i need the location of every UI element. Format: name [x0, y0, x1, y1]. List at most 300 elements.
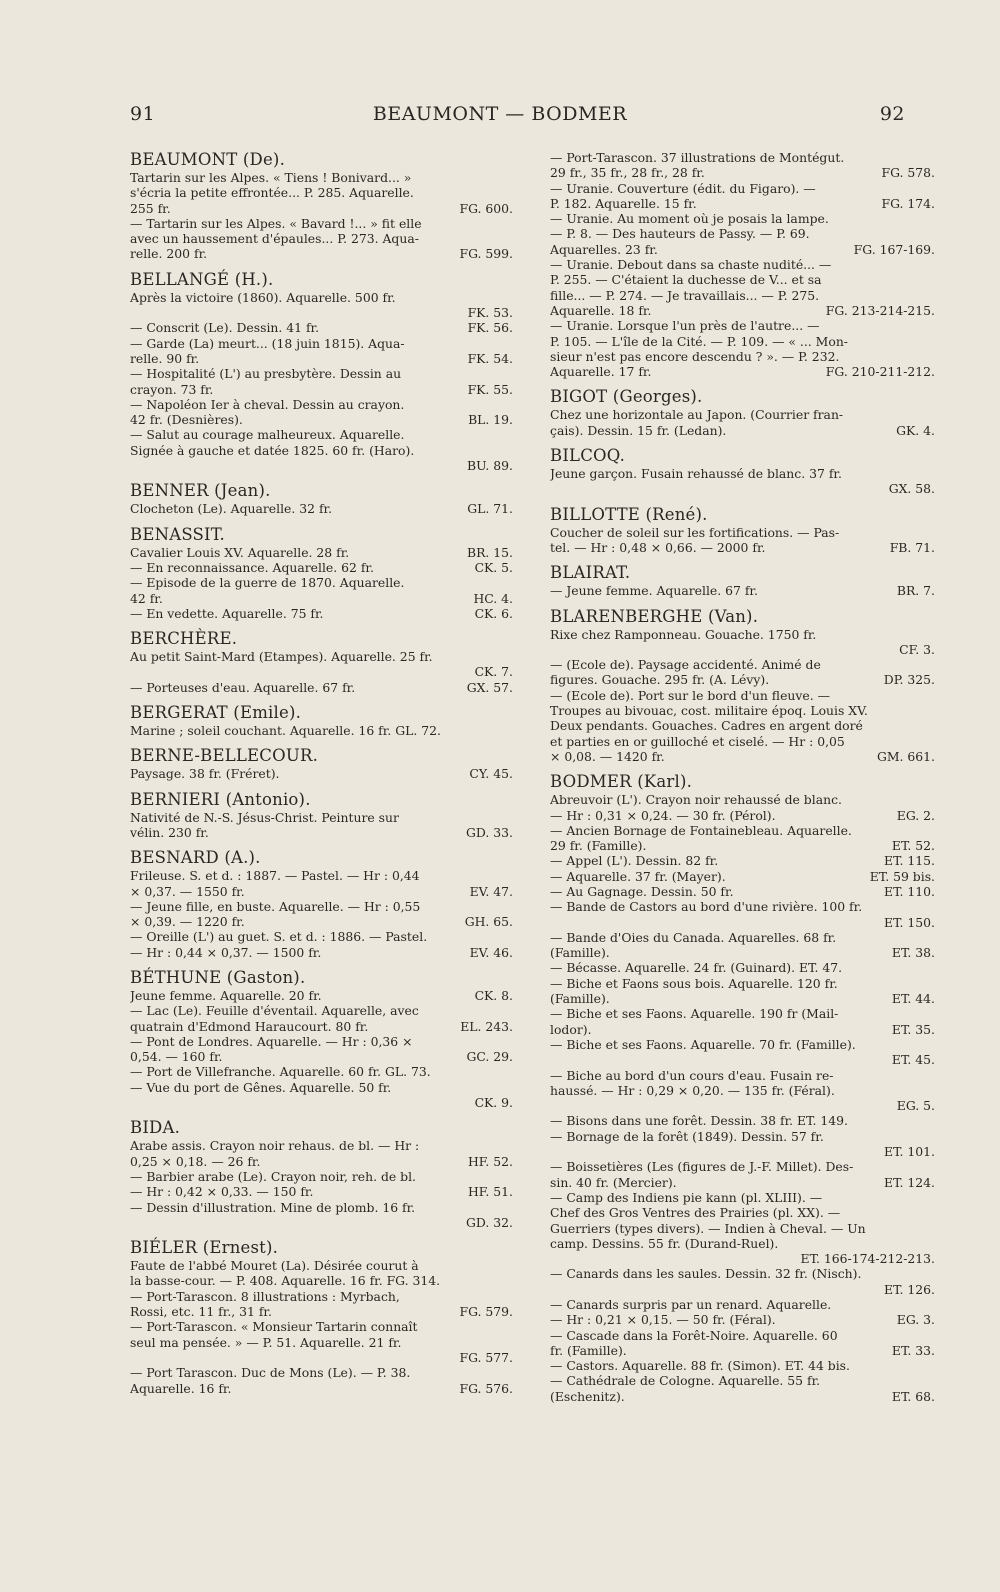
entry-reference — [507, 649, 513, 664]
entry-reference: GC. 29. — [466, 1049, 513, 1065]
artist-name: BIGOT (Georges). — [550, 387, 703, 407]
entry-line — [130, 1304, 513, 1319]
entry-line — [550, 1175, 935, 1190]
entry-text: 42 fr. (Desnières). — [130, 412, 243, 428]
entry-line — [550, 1282, 935, 1297]
entry-line — [550, 525, 935, 540]
entry-line — [130, 231, 513, 246]
entry-reference: FB. 71. — [889, 539, 935, 555]
entry-text: Chez une horizontale au Japon. (Courrier fran- — [550, 407, 844, 423]
entry-reference — [929, 150, 935, 165]
entry-text: Guerriers (types divers). — Indien à Cheval. — Un — [550, 1220, 866, 1236]
entry-text: Coucher de soleil sur les fortifications. — Pas- — [550, 524, 840, 540]
entry-text: sin. 40 fr. (Mercier). — [550, 1174, 677, 1190]
entry-reference — [507, 575, 513, 590]
entry-text: — En reconnaissance. Aquarelle. 62 fr. — [130, 559, 374, 575]
entry-text: × 0,39. — 1220 fr. — [130, 914, 245, 930]
entry-line — [550, 165, 935, 180]
entry-line — [550, 1068, 935, 1083]
entry-line — [550, 1373, 935, 1388]
entry-text: — Jeune femme. Aquarelle. 67 fr. — [550, 583, 758, 599]
catalog-entry — [550, 446, 935, 497]
entry-line — [130, 1215, 513, 1230]
entry-line — [550, 1006, 935, 1021]
entry-line — [550, 211, 935, 226]
entry-reference: ET. 35. — [891, 1021, 935, 1037]
entry-line — [130, 810, 513, 825]
entry-text: Clocheton (Le). Aquarelle. 32 fr. — [130, 501, 333, 517]
entry-reference — [929, 1221, 935, 1236]
entry-text: — Garde (La) meurt... (18 juin 1815). Aqua- — [130, 335, 405, 351]
entry-reference — [929, 960, 935, 975]
entry-reference: HC. 4. — [473, 590, 513, 606]
entry-text: — Canards surpris par un renard. Aquarelle. — [550, 1297, 832, 1312]
entry-line — [550, 1266, 935, 1281]
entry-line — [550, 930, 935, 945]
entry-line — [550, 853, 935, 868]
left-column — [130, 150, 513, 1404]
entry-reference: GX. 58. — [888, 481, 935, 497]
entry-reference — [507, 185, 513, 200]
entry-text: — (Ecole de). Port sur le bord d'un fleuve. — — [550, 687, 830, 703]
entry-line — [550, 349, 935, 364]
entry-reference: ET. 59 bis. — [869, 868, 935, 884]
entry-line — [130, 1080, 513, 1095]
artist-name: BIDA. — [130, 1118, 181, 1138]
entry-text: Aquarelle. 18 fr. — [550, 302, 652, 318]
entry-line — [130, 591, 513, 606]
entry-text: — Biche et ses Faons. Aquarelle. 70 fr. (Famille). — [550, 1036, 856, 1052]
entry-reference: EG. 3. — [896, 1312, 935, 1328]
entry-text: crayon. 73 fr. — [130, 381, 214, 397]
entry-line — [550, 1022, 935, 1037]
entry-text: Faute de l'abbé Mouret (La). Désirée courut à — [130, 1258, 419, 1274]
entry-text: avec un haussement d'épaules... P. 273. Aqua- — [130, 231, 419, 247]
artist-name: BEAUMONT (De). — [130, 150, 286, 169]
catalog-entry — [550, 772, 935, 1404]
entry-text: (Famille). — [550, 991, 610, 1007]
entry-text: haussé. — Hr : 0,29 × 0,20. — 135 fr. (Féral). — [550, 1082, 835, 1098]
entry-line — [550, 823, 935, 838]
right-column — [550, 150, 935, 1412]
entry-reference: ET. 150. — [884, 914, 935, 930]
entry-text: s'écria la petite effrontée... P. 285. Aquarelle. — [130, 185, 414, 201]
entry-reference — [929, 823, 935, 838]
entry-text: — Port-Tarascon. 8 illustrations : Myrbach, — [130, 1288, 400, 1304]
entry-reference: CF. 3. — [899, 641, 935, 657]
entry-reference: ET. 45. — [891, 1052, 935, 1068]
entry-reference — [507, 1169, 513, 1184]
catalog-entry — [130, 629, 513, 695]
entry-text: Paysage. 38 fr. (Fréret). — [130, 766, 280, 782]
entry-text: — Appel (L'). Dessin. 82 fr. — [550, 853, 719, 869]
entry-text: — Au Gagnage. Dessin. 50 fr. — [550, 883, 734, 899]
entry-text: 42 fr. — [130, 590, 163, 606]
entry-text: 0,25 × 0,18. — 26 fr. — [130, 1153, 261, 1169]
entry-reference: FG. 174. — [881, 195, 935, 211]
entry-reference — [929, 627, 935, 642]
entry-line — [130, 201, 513, 216]
entry-reference: ET. 101. — [884, 1144, 935, 1160]
entry-line — [130, 1289, 513, 1304]
entry-reference: FK. 53. — [467, 305, 513, 321]
entry-text: — Porteuses d'eau. Aquarelle. 67 fr. — [130, 679, 356, 695]
entry-text: — Bornage de la forêt (1849). Dessin. 57 fr. — [550, 1128, 824, 1144]
entry-text: — Canards dans les saules. Dessin. 32 fr. (Nisch). — [550, 1266, 862, 1282]
entry-text: vélin. 230 fr. — [130, 824, 209, 840]
entry-reference: FG. 213-214-215. — [825, 302, 935, 318]
entry-line — [130, 382, 513, 397]
entry-line — [550, 1098, 935, 1113]
entry-reference — [507, 1365, 513, 1380]
entry-reference — [507, 899, 513, 914]
entry-reference: FK. 55. — [467, 381, 513, 397]
entry-reference — [929, 1358, 935, 1373]
entry-line — [130, 458, 513, 473]
entry-reference: CK. 8. — [474, 987, 513, 1003]
entry-text: P. 105. — L'île de la Cité. — P. 109. — « ... Mon- — [550, 333, 848, 349]
entry-line — [550, 1083, 935, 1098]
entry-text: — Castors. Aquarelle. 88 fr. (Simon). ET. 44 bis. — [550, 1358, 850, 1374]
entry-text: — Hospitalité (L') au presbytère. Dessin au — [130, 366, 402, 382]
entry-reference: FG. 167-169. — [853, 241, 935, 257]
entry-reference — [507, 1034, 513, 1049]
entry-line — [550, 884, 935, 899]
running-title: BEAUMONT — BODMER — [372, 103, 628, 125]
entry-line — [550, 899, 935, 914]
entry-reference: ET. 33. — [891, 1342, 935, 1358]
entry-text: Abreuvoir (L'). Crayon noir rehaussé de blanc. — [550, 792, 842, 808]
entry-reference — [507, 723, 513, 738]
entry-reference — [929, 1113, 935, 1128]
entry-text: — Dessin d'illustration. Mine de plomb. 16 fr. — [130, 1199, 416, 1215]
entry-reference — [929, 1236, 935, 1251]
entry-text: Cavalier Louis XV. Aquarelle. 28 fr. — [130, 544, 350, 560]
entry-reference — [929, 1068, 935, 1083]
entry-text: camp. Dessins. 55 fr. (Durand-Ruel). — [550, 1235, 779, 1251]
entry-reference — [929, 1190, 935, 1205]
entry-reference: GL. 71. — [467, 501, 513, 517]
entry-reference — [929, 407, 935, 422]
entry-line — [550, 364, 935, 379]
entry-reference — [507, 1064, 513, 1079]
entry-text: — Jeune fille, en buste. Aquarelle. — Hr : 0,55 — [130, 898, 421, 914]
entry-text: Jeune femme. Aquarelle. 20 fr. — [130, 987, 322, 1003]
entry-line — [550, 257, 935, 272]
entry-reference — [507, 868, 513, 883]
entry-reference: GD. 32. — [466, 1214, 513, 1230]
entry-line — [550, 334, 935, 349]
entry-line — [130, 766, 513, 781]
entry-reference — [507, 1138, 513, 1153]
entry-reference — [507, 216, 513, 231]
entry-reference — [507, 231, 513, 246]
entry-reference: FK. 54. — [467, 350, 513, 366]
entry-reference: ET. 126. — [884, 1281, 935, 1297]
entry-reference: HF. 52. — [467, 1153, 513, 1169]
entry-text: Arabe assis. Crayon noir rehaus. de bl. — Hr : — [130, 1138, 420, 1154]
entry-line — [550, 838, 935, 853]
entry-text: — Barbier arabe (Le). Crayon noir, reh. de bl. — [130, 1168, 417, 1184]
entry-line — [130, 320, 513, 335]
entry-reference: EG. 5. — [896, 1098, 935, 1114]
entry-reference — [507, 443, 513, 458]
entry-line — [130, 1273, 513, 1288]
entry-reference — [929, 525, 935, 540]
entry-text: Aquarelles. 23 fr. — [550, 241, 658, 257]
entry-line — [130, 216, 513, 231]
catalog-entry — [130, 1118, 513, 1230]
entry-line — [550, 318, 935, 333]
entry-reference — [929, 1083, 935, 1098]
entry-text: — Hr : 0,21 × 0,15. — 50 fr. (Féral). — [550, 1312, 776, 1328]
entry-text: — Port Tarascon. Duc de Mons (Le). — P. 38. — [130, 1365, 411, 1381]
entry-reference — [507, 1335, 513, 1350]
entry-line — [130, 560, 513, 575]
entry-reference — [929, 211, 935, 226]
entry-reference: FG. 600. — [459, 200, 513, 216]
entry-line — [130, 305, 513, 320]
entry-line — [550, 976, 935, 991]
entry-text: — Hr : 0,42 × 0,33. — 150 fr. — [130, 1184, 314, 1200]
artist-name: BÉTHUNE (Gaston). — [130, 967, 306, 987]
entry-line — [550, 150, 935, 165]
entry-text: Deux pendants. Gouaches. Cadres en argent doré — [550, 718, 863, 734]
catalog-entry — [130, 968, 513, 1110]
entry-reference: CK. 5. — [474, 559, 513, 575]
entry-reference: GM. 661. — [876, 748, 935, 764]
left-page-number: 91 — [130, 103, 156, 125]
entry-text: la basse-cour. — P. 408. Aquarelle. 16 fr. FG. 314. — [130, 1273, 441, 1289]
entry-text: Après la victoire (1860). Aquarelle. 500 fr. — [130, 289, 396, 305]
entry-reference: FK. 56. — [467, 320, 513, 336]
entry-line — [130, 545, 513, 560]
entry-line — [550, 1236, 935, 1251]
entry-line — [130, 1200, 513, 1215]
entry-text: relle. 90 fr. — [130, 350, 200, 366]
entry-line — [550, 481, 935, 496]
entry-text: Tartarin sur les Alpes. « Tiens ! Bonivard... » — [130, 170, 412, 185]
entry-text: — Biche et ses Faons. Aquarelle. 190 fr (Mail- — [550, 1006, 839, 1022]
entry-text: fr. (Famille). — [550, 1342, 627, 1358]
entry-line — [130, 427, 513, 442]
entry-text: — Biche au bord d'un cours d'eau. Fusain re- — [550, 1067, 834, 1083]
catalog-entry — [130, 790, 513, 841]
entry-reference — [929, 272, 935, 287]
entry-line — [130, 1184, 513, 1199]
entry-reference: GK. 4. — [896, 422, 935, 438]
entry-line — [550, 583, 935, 598]
entry-line — [130, 899, 513, 914]
entry-line — [550, 960, 935, 975]
entry-text: relle. 200 fr. — [130, 246, 208, 262]
entry-reference: GX. 57. — [466, 679, 513, 695]
entry-line — [130, 170, 513, 185]
entry-line — [130, 575, 513, 590]
entry-line — [130, 988, 513, 1003]
entry-text: P. 255. — C'étaient la duchesse de V... et sa — [550, 272, 822, 288]
entry-line — [550, 1389, 935, 1404]
entry-text: Au petit Saint-Mard (Etampes). Aquarelle. 25 fr. — [130, 649, 433, 665]
entry-line — [550, 196, 935, 211]
entry-line — [130, 336, 513, 351]
entry-line — [130, 1064, 513, 1079]
entry-text: — Port de Villefranche. Aquarelle. 60 fr. GL. 73. — [130, 1064, 431, 1080]
entry-reference — [929, 734, 935, 749]
entry-text: — Uranie. Debout dans sa chaste nudité... — — [550, 257, 832, 273]
artist-name: BENASSIT. — [130, 524, 225, 544]
entry-line — [130, 606, 513, 621]
entry-reference: FG. 599. — [459, 246, 513, 262]
entry-line — [130, 185, 513, 200]
entry-line — [550, 703, 935, 718]
catalog-entry — [130, 848, 513, 960]
entry-line — [130, 945, 513, 960]
entry-line — [550, 1343, 935, 1358]
entry-text: — Ancien Bornage de Fontainebleau. Aquarelle. — [550, 822, 852, 838]
entry-line — [550, 272, 935, 287]
entry-text: — Bécasse. Aquarelle. 24 fr. (Guinard). ET. 47. — [550, 960, 843, 976]
entry-reference — [507, 1258, 513, 1273]
entry-text: — Lac (Le). Feuille d'éventail. Aquarelle, avec — [130, 1003, 419, 1019]
entry-reference — [929, 1159, 935, 1174]
entry-reference: EV. 47. — [469, 883, 513, 899]
entry-reference — [929, 703, 935, 718]
entry-reference: BR. 15. — [466, 544, 513, 560]
entry-line — [550, 642, 935, 657]
entry-text: — Oreille (L') au guet. S. et d. : 1886. — Pastel. — [130, 929, 428, 945]
entry-reference: BU. 89. — [467, 458, 513, 474]
entry-line — [550, 1037, 935, 1052]
entry-reference: FG. 577. — [459, 1349, 513, 1365]
entry-text: — Tartarin sur les Alpes. « Bavard !... » fit elle — [130, 215, 422, 231]
entry-reference — [507, 366, 513, 381]
entry-line — [550, 1312, 935, 1327]
entry-text: P. 182. Aquarelle. 15 fr. — [550, 195, 697, 211]
entry-reference — [507, 170, 513, 185]
entry-text: — Uranie. Au moment où je posais la lampe. — [550, 211, 829, 227]
entry-line — [130, 649, 513, 664]
entry-line — [550, 540, 935, 555]
catalog-entry — [550, 505, 935, 556]
entry-text: 255 fr. — [130, 200, 171, 216]
entry-text: × 0,08. — 1420 fr. — [550, 748, 665, 764]
entry-reference: EG. 2. — [896, 807, 935, 823]
entry-reference: HF. 51. — [467, 1184, 513, 1200]
entry-line — [550, 1190, 935, 1205]
entry-reference — [929, 899, 935, 914]
entry-text: — Aquarelle. 37 fr. (Mayer). — [550, 868, 726, 884]
entry-line — [550, 734, 935, 749]
entry-text: — Napoléon Ier à cheval. Dessin au crayon. — [130, 396, 405, 412]
entry-text: — Boissetières (Les (figures de J.-F. Millet). Des- — [550, 1159, 854, 1175]
entry-reference — [929, 1205, 935, 1220]
entry-reference: FG. 210-211-212. — [825, 364, 935, 380]
entry-reference: EV. 46. — [469, 944, 513, 960]
entry-text: — Hr : 0,31 × 0,24. — 30 fr. (Pérol). — [550, 807, 776, 823]
catalog-entry — [130, 270, 513, 474]
entry-reference — [929, 334, 935, 349]
entry-reference: ET. 68. — [891, 1388, 935, 1404]
entry-reference: BR. 7. — [896, 583, 935, 599]
entry-line — [130, 1365, 513, 1380]
entry-line — [130, 397, 513, 412]
entry-line — [550, 991, 935, 1006]
entry-reference — [929, 930, 935, 945]
catalog-entry — [130, 703, 513, 738]
entry-text: (Eschenitz). — [550, 1388, 625, 1404]
entry-line — [550, 226, 935, 241]
entry-line — [130, 1095, 513, 1110]
entry-text: Aquarelle. 16 fr. — [130, 1380, 232, 1396]
entry-line — [550, 1144, 935, 1159]
artist-name: BELLANGÉ (H.). — [130, 269, 274, 289]
entry-reference: CY. 45. — [469, 766, 513, 782]
entry-reference — [507, 1080, 513, 1095]
entry-line — [550, 657, 935, 672]
entry-line — [130, 501, 513, 516]
entry-line — [550, 869, 935, 884]
entry-reference — [507, 1289, 513, 1304]
artist-name: BLARENBERGHE (Van). — [550, 606, 759, 626]
entry-reference — [929, 688, 935, 703]
entry-line — [550, 1297, 935, 1312]
entry-line — [130, 246, 513, 261]
catalog-entry — [130, 746, 513, 781]
entry-reference — [929, 1373, 935, 1388]
entry-line — [130, 1350, 513, 1365]
entry-line — [550, 1052, 935, 1067]
artist-name: BERCHÈRE. — [130, 629, 238, 649]
entry-text: — Biche et Faons sous bois. Aquarelle. 120 fr. — [550, 975, 838, 991]
entry-line — [550, 1129, 935, 1144]
entry-text: — Uranie. Couverture (édit. du Figaro). — — [550, 180, 816, 196]
entry-line — [130, 1019, 513, 1034]
artist-name: BESNARD (A.). — [130, 848, 261, 868]
entry-line — [130, 1169, 513, 1184]
entry-reference: ET. 166-174-212-213. — [800, 1251, 935, 1267]
entry-text: — Hr : 0,44 × 0,37. — 1500 fr. — [130, 944, 322, 960]
entry-reference: FG. 579. — [459, 1304, 513, 1320]
entry-reference — [507, 1003, 513, 1018]
entry-text: Nativité de N.-S. Jésus-Christ. Peinture sur — [130, 809, 399, 825]
entry-text: 29 fr. (Famille). — [550, 838, 647, 854]
catalog-entry — [130, 150, 513, 262]
entry-reference — [507, 929, 513, 944]
entry-text: (Famille). — [550, 945, 610, 961]
entry-line — [550, 808, 935, 823]
artist-name: BENNER (Jean). — [130, 481, 271, 501]
entry-text: lodor). — [550, 1021, 592, 1037]
entry-reference: FG. 576. — [459, 1380, 513, 1396]
entry-reference: ET. 110. — [884, 883, 935, 899]
entry-reference — [507, 1200, 513, 1215]
entry-reference — [929, 288, 935, 303]
entry-line — [550, 1358, 935, 1373]
entry-reference — [929, 718, 935, 733]
entry-reference: CK. 6. — [474, 605, 513, 621]
entry-text: — Bande de Castors au bord d'une rivière. 100 fr. — [550, 899, 863, 915]
entry-line — [130, 443, 513, 458]
entry-text: Signée à gauche et datée 1825. 60 fr. (Haro). — [130, 442, 415, 458]
entry-line — [550, 242, 935, 257]
entry-text: — (Ecole de). Paysage accidenté. Animé de — [550, 657, 821, 673]
entry-line — [550, 288, 935, 303]
entry-line — [130, 825, 513, 840]
catalog-entry — [550, 150, 935, 379]
entry-reference: CK. 7. — [474, 664, 513, 680]
entry-text: — En vedette. Aquarelle. 75 fr. — [130, 605, 324, 621]
